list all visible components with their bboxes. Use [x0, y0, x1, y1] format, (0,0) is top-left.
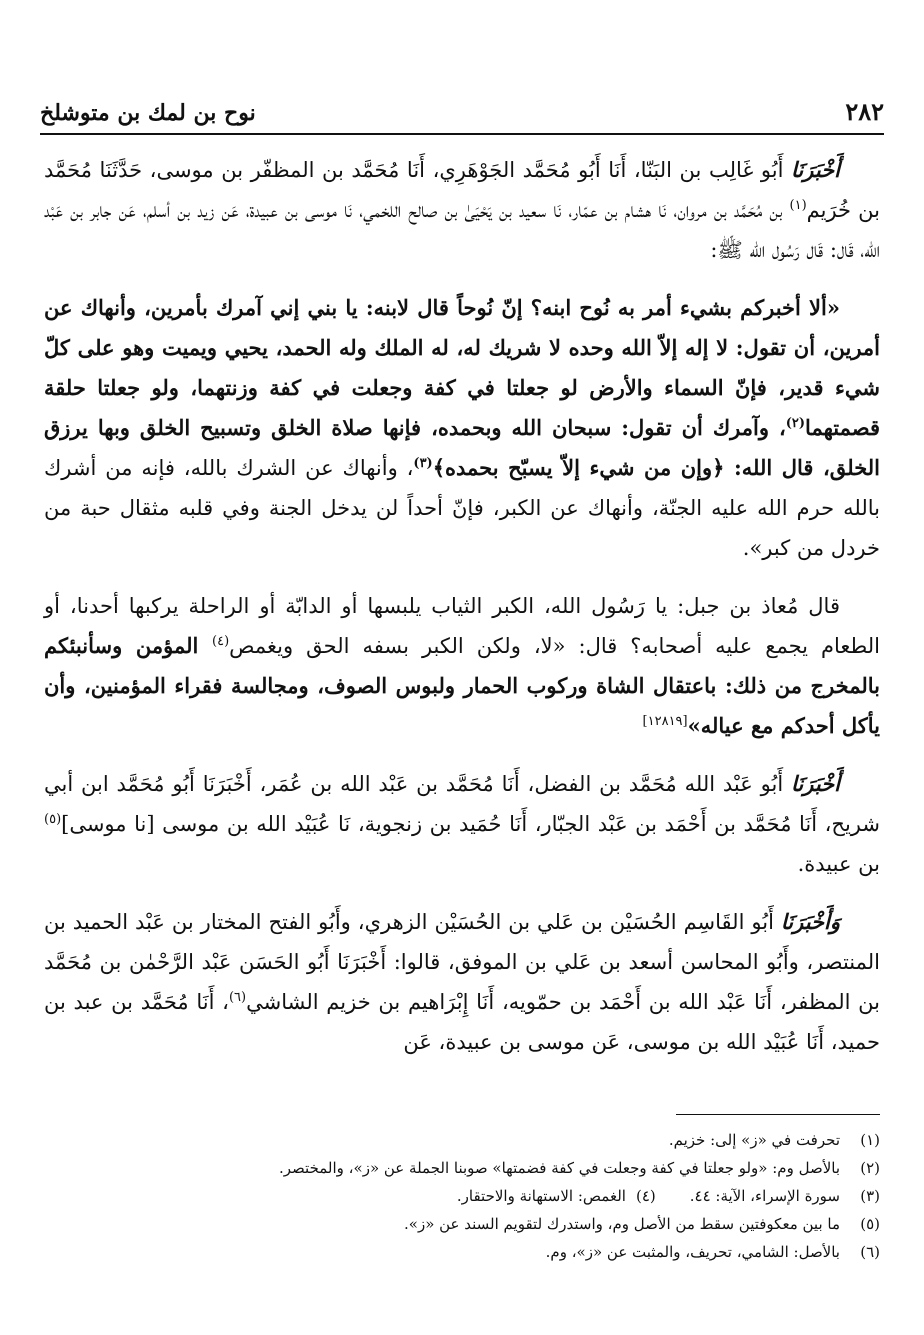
footnote-text: الغمص: الاستهانة والاحتقار. — [456, 1187, 626, 1205]
footnote-6 — [44, 1238, 880, 1266]
footnote-number: (٣) — [860, 1187, 880, 1205]
hadith-text: «ألا أخبركم بشيء أمر به نُوح ابنه؟ إنّ نُوحاً قال لابنه: يا بني إني آمرك بأمرين، وأنهاك عن أمرين، أن تقول: لا إله إلاّ الله وحده لا شريك له، له الملك وله الحمد، يحيي ويميت وهو على كلّ شيء قدير، فإنّ السماء والأرض لو جعلتا في كفة وجعلت في كفة وزنتهما، ولو جعلتا حلقة قصمتهما — [44, 295, 880, 440]
paragraph-text: بن مُحَمَّد بن مروان، نَا هشام بن عمّار، نَا سعيد بن يَحْيَىٰ بن صالح اللخمي، نَا موسى بن عبيدة، عَن زيد بن أسلم، عَن جابر بن عَبْد الله، قَال: قَال رَسُول الله ﷺ: — [44, 198, 880, 262]
main-text — [44, 150, 880, 1080]
footnote-divider — [676, 1114, 880, 1115]
footnote-number: (٦) — [860, 1243, 880, 1261]
footnote-number: (٥) — [860, 1215, 880, 1233]
paragraph-lead: وَأَخْبَرَنَا — [780, 909, 840, 934]
footnote-ref: (٥) — [44, 812, 62, 827]
footnote-2 — [44, 1154, 880, 1182]
footnote-text: بالأصل: الشامي، تحريف، والمثبت عن «ز»، وم. — [545, 1243, 840, 1261]
paragraph-text: قال مُعاذ بن جبل: يا رَسُول الله، الكبر الثياب يلبسها أو الدابّة أو الراحلة يركبها أحدنا، أو الطعام يجمع عليه أصحابه؟ قال: «لا، ولكن الكبر بسفه الحق ويغمص — [44, 594, 880, 658]
footnotes — [44, 1126, 880, 1266]
paragraph-text: أَبُو القَاسِم الحُسَيْن بن عَلي بن الحُسَيْن الزهري، وأَبُو الفتح المختار بن عَبْد الحميد بن المنتصر، وأَبُو المحاسن أسعد بن عَلي بن الموفق، قالوا: أَخْبَرَنَا أَبُو الحَسَن عَبْد الرَّحْمٰن بن مُحَمَّد بن المظفر، أَنَا عَبْد الله بن أَحْمَد بن حمّويه، أَنَا إِبْرَاهيم بن خزيم الشاشي — [44, 910, 880, 1014]
header-divider — [40, 133, 884, 135]
page-header — [40, 86, 884, 126]
spacer — [656, 1182, 690, 1210]
paragraph-lead: أَخْبَرَنَا — [791, 771, 840, 796]
paragraph-text: أَبُو غَالِب بن البَنّا، أَنَا أَبُو مُحَمَّد الجَوْهَرِي، أَنَا مُحَمَّد بن المظفّر بن موسى، حَدَّثَنَا مُحَمَّد بن خُرَيم — [44, 158, 880, 222]
paragraph-lead: أَخْبَرَنَا — [791, 157, 840, 182]
footnote-1 — [44, 1126, 880, 1154]
paragraph-text: المؤمن وسأنبئكم بالمخرج من ذلك: باعتقال الشاة وركوب الحمار ولبوس الصوف، ومجالسة فقراء المؤمنين، وأن يأكل أحدكم مع عياله» — [44, 633, 880, 738]
hadith-text: ، وأنهاك عن الشرك بالله، فإنه من أشرك بالله حرم الله عليه الجنّة، وأنهاك عن الكبر، فإنّ أحداً لن يدخل الجنة وفي قلبه مثقال حبة من خردل من كبر». — [44, 456, 880, 560]
paragraph-2 — [44, 288, 880, 568]
paragraph-text: أَبُو عَبْد الله مُحَمَّد بن الفضل، أَنَا مُحَمَّد بن عَبْد الله بن عُمَر، أَخْبَرَنَا أَبُو مُحَمَّد ابن أبي شريح، أَنَا مُحَمَّد بن أَحْمَد بن عَبْد الجبّار، أَنَا حُمَيد بن زنجوية، نَا عُبَيْد الله بن موسى [نا موسى] — [44, 772, 880, 836]
page-number: ٢٨٢ — [845, 97, 884, 126]
hadith-text: ، وآمرك أن تقول: سبحان الله وبحمده، فإنها صلاة الخلق وتسبيح الخلق وبها يرزق الخلق، قال الله: ﴿وإن من شيء إلاّ يسبّح بحمده﴾ — [44, 415, 880, 480]
footnote-ref: (٢) — [785, 416, 806, 431]
paragraph-text: ، أَنَا مُحَمَّد بن عبد بن حميد، أَنَا عُبَيْد الله بن موسى، عَن موسى بن عبيدة، عَن — [44, 990, 880, 1054]
footnote-ref: (١) — [789, 198, 807, 213]
footnote-text: سورة الإسراء، الآية: ٤٤. — [689, 1187, 840, 1205]
footnote-ref: (٦) — [228, 990, 247, 1005]
footnote-ref: (٣) — [413, 456, 433, 471]
paragraph-5 — [44, 902, 880, 1062]
paragraph-1 — [44, 150, 880, 270]
hadith-number: [١٢٨١٩] — [642, 714, 688, 729]
footnote-number: (٢) — [860, 1159, 880, 1177]
paragraph-text: بن عبيدة. — [797, 852, 880, 876]
footnote-5 — [44, 1210, 880, 1238]
footnote-number: (١) — [860, 1131, 880, 1149]
footnote-number: (٤) — [635, 1187, 656, 1205]
footnote-text: تحرفت في «ز» إلى: خزيم. — [668, 1131, 840, 1149]
paragraph-4 — [44, 764, 880, 884]
footnote-text: بالأصل وم: «ولو جعلتا في كفة وجعلت في كفة فضمتها» صوبنا الجملة عن «ز»، والمختصر. — [279, 1159, 840, 1177]
footnote-3-4 — [44, 1182, 880, 1210]
footnote-text: ما بين معكوفتين سقط من الأصل وم، واستدرك لتقويم السند عن «ز». — [404, 1215, 840, 1233]
running-title: نوح بن لمك بن متوشلخ — [40, 100, 256, 126]
paragraph-3 — [44, 586, 880, 746]
footnote-ref: (٤) — [212, 634, 230, 649]
